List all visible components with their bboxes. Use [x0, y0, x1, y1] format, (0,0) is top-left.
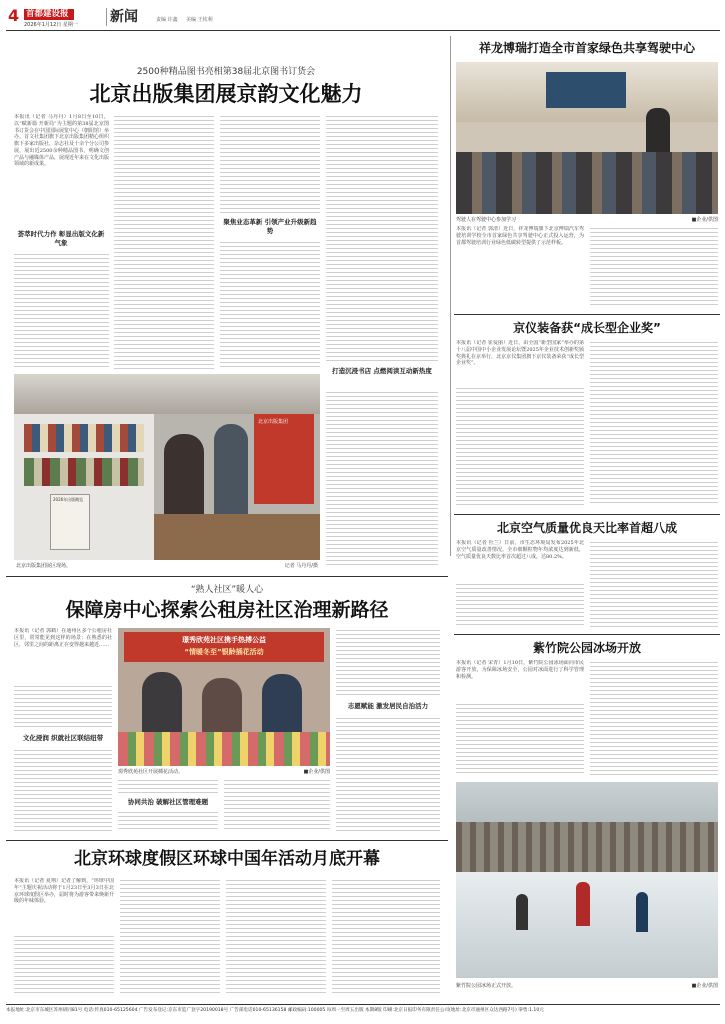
photo-caption: 北京出版集团展区现场。: [16, 563, 72, 569]
article-body-col1: [14, 252, 109, 370]
banner-text: 璟秀欣苑社区携手热搏公益: [182, 636, 266, 644]
article-body-col3: [224, 778, 330, 832]
article-headline: 北京环球度假区环球中国年活动月底开幕: [74, 849, 380, 869]
masthead-divider: [106, 8, 107, 26]
article-ice-rink: [454, 636, 720, 996]
section-title: 新闻: [110, 9, 138, 25]
article-body-col4: [326, 114, 438, 362]
article-body-col1: [14, 934, 114, 994]
article-kicker: 2500种精品图书亮相第38届北京图书订货会: [136, 67, 316, 77]
article-body-col1: [456, 386, 584, 506]
display-table: [154, 514, 320, 560]
masthead-rule: [6, 30, 720, 31]
article-body-col3: [220, 114, 320, 214]
editor-credit: 责编 许鑫: [156, 17, 178, 23]
article-subhead-1: 荟萃时代力作 彰显出版文化新气象: [17, 230, 105, 247]
audience: [456, 152, 718, 214]
photo-credit: 记者 马丹丹/摄: [284, 563, 318, 569]
photo-caption: 璟秀欣苑社区开展插花活动。: [118, 769, 184, 775]
page-number: 4: [8, 6, 20, 25]
article-lead: 本报讯（记者 郭清）近日，祥龙博瑞旗下北京博瑞汽车驾驶培训学校全市首家绿色共享驾驶中心正式投入运营，为首都驾驶培训行业绿色低碳转型提供了示范样板。: [456, 226, 584, 246]
article-body-col3b: [220, 240, 320, 370]
article-driving-center: [454, 36, 720, 312]
article-subhead-2: 聚焦业态革新 引领产业升级新趋势: [223, 218, 317, 235]
article-headline: 祥龙博瑞打造全市首家绿色共享驾驶中心: [478, 41, 695, 55]
flower-event-photo: [118, 628, 330, 766]
article-body-col2b: [118, 810, 218, 832]
article-lead: 本报讯（记者 马丹丹）1月8日至10日，以“赋新篇 开新局”为主题的第38届北京图书订货会在中国国际展览中心（朝阳馆）举办。首文社集团旗下北京出版集团精心组织旗下多家出版社，杂志社及十余个分公司参展，展出近2500余种精品图书，明确文创产品与融媒体产品，展现近年来在文化出版领域的新成果。: [14, 114, 109, 168]
skater-figure: [636, 892, 648, 932]
flower-table: [118, 732, 330, 766]
article-body-col2: [118, 778, 218, 796]
article-body-col2: [590, 660, 718, 776]
article-body-col1: [456, 582, 584, 628]
event-banner: [124, 632, 324, 662]
article-book-fair: [6, 34, 446, 574]
section-rule: [454, 634, 720, 635]
book-fair-photo: [14, 374, 320, 560]
article-body-col3: [226, 878, 326, 994]
article-body-col4: [336, 628, 440, 698]
column-divider: [450, 36, 451, 556]
section-rule: [454, 514, 720, 515]
article-lead: 本报讯（记者 崔爱丽）近日，由全国“新型国家”举办的第十八届中国中小企业发展论坛暨2025年企业技术创新奖颁奖典礼在京举行，北京京仪集团旗下京仪装备荣获“成长型企业奖”。: [456, 340, 584, 367]
masthead: [6, 6, 720, 32]
article-headline: 京仪装备获“成长型企业奖”: [513, 321, 661, 335]
section-rule: [454, 314, 720, 315]
article-headline: 北京空气质量优良天比率首超八成: [496, 521, 677, 535]
article-body: [590, 226, 718, 308]
article-body-col1b: [14, 748, 112, 832]
skater-figure: [516, 894, 528, 930]
skater-figure: [576, 882, 590, 926]
issue-date: 2026年1月12日 星期一: [24, 22, 78, 28]
screen: [546, 72, 626, 108]
article-body-col2: [590, 540, 718, 628]
article-universal-resort: [6, 842, 448, 1000]
footer-rule: [6, 1004, 720, 1005]
article-body-col2: [590, 340, 718, 506]
article-body-col2: [120, 878, 220, 994]
article-lead: 本报讯（记者 郭鹤）在通州区多个公租房社区里，常常能见到这样的场景：在熟悉的社区，邻里之间的距离正在变得越来越近……: [14, 628, 112, 648]
designer-credit: 美编 王钦利: [186, 17, 213, 23]
article-headline: 北京出版集团展京韵文化魅力: [89, 82, 363, 106]
article-public-housing: [6, 578, 448, 836]
photo-credit: ■企业/供图: [303, 769, 330, 775]
banner-text-2: “情暖冬至”银龄插花活动: [184, 648, 264, 656]
article-body-col4: [332, 878, 440, 994]
article-subhead-2: 协同共治 破解社区管理难题: [127, 798, 209, 806]
photo-caption: 紫竹院公园冰场正式开放。: [456, 983, 517, 989]
paper-name: 首都建设报: [26, 9, 69, 19]
article-body-col2: [114, 114, 214, 370]
photo-credit: ■企业/供图: [691, 983, 718, 989]
footer-info: 本报地址:北京市东城区苏州胡同81号 电话:传真010-65125604 广告发布登记:京东市监广登字20190018号 广告部电话010-65136158 邮政编码:100005 每周一至周五出版 本期8版 印刷:北京日报印务有限责任公司(地址:北京市通州区众达西路7号) 零售:1.10元: [6, 1008, 544, 1013]
article-jingyi-award: [454, 316, 720, 512]
photo-credit: ■企业/供图: [691, 217, 718, 223]
driving-class-photo: [456, 62, 718, 214]
article-subhead-3: 志愿赋能 激发居民自治活力: [347, 702, 429, 710]
article-body-col1: [456, 702, 584, 776]
article-body-col4b: [336, 716, 440, 832]
banner-sign: 北京出版集团: [254, 414, 314, 504]
photo-caption: 驾驶人在驾驶中心参加学习: [456, 217, 517, 223]
article-lead: 本报讯（记者 杜兰）日前，市生态环境局发布2025年北京空气质量改善情况。全市细颗粒物年均浓度达到新低，空气质量优良天数比率首次超过八成，达80.2%。: [456, 540, 584, 560]
section-rule: [6, 576, 448, 577]
article-subhead-3: 打造沉浸书店 点燃阅读互动新热度: [332, 367, 432, 375]
article-headline: 保障房中心探索公租房社区治理新路径: [65, 599, 389, 621]
article-kicker: “熟人社区”暖人心: [190, 585, 264, 595]
trees: [456, 822, 718, 872]
article-lead: 本报讯（记者 宋青）1月10日，紫竹院公园冰场面向市民游客开放，为保障冰场安全，公园对冰面进行了科学管理和检测。: [456, 660, 584, 680]
article-subhead-1: 文化浸润 织就社区联结纽带: [22, 734, 104, 742]
article-body-col4b: [326, 390, 438, 568]
section-rule: [6, 840, 448, 841]
article-lead: 本报讯（记者 夏翔）记者了解到，“环球中国年”主题庆祝活动将于1月23日至3月3日在北京环球度假区举办，届时将为游客带来焕新升级的年味体验。: [14, 878, 114, 905]
article-air-quality: [454, 516, 720, 632]
ice-rink-photo: [456, 782, 718, 978]
article-headline: 紫竹院公园冰场开放: [532, 641, 641, 655]
article-body-col1: [14, 684, 112, 730]
book-cover-overview: 2026年出版概览: [50, 494, 90, 550]
